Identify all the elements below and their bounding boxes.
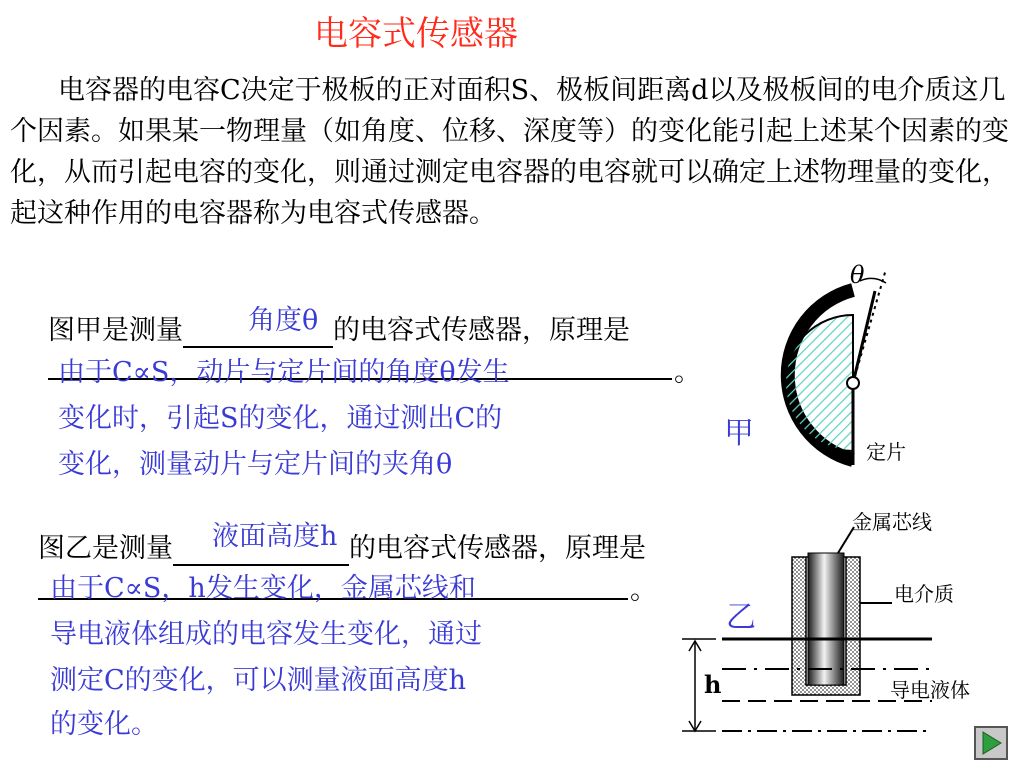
figure-label-yi: 乙: [726, 600, 756, 635]
intro-text: 电容器的电容C决定于极板的正对面积S、极板间距离d以及极板间的电介质这几个因素。如果某一物理量（如角度、位移、深度等）的变化能引起上述某个因素的变化，从而引起电容的变化，则通过测定电容器的电容就可以确定上述物理量的变化，起这种作用的电容器称为电容式传感器。: [10, 75, 1009, 229]
liquid-label: 导电液体: [890, 678, 970, 702]
question-a-prefix: 图甲是测量: [48, 315, 183, 346]
reason-a-line-2: 变化时，引起S的变化，通过测出C的: [58, 403, 503, 434]
play-forward-icon[interactable]: [974, 726, 1008, 760]
reason-b-line-1: 由于C∝S，h发生变化，金属芯线和: [50, 573, 476, 604]
period-a: 。: [674, 357, 701, 388]
question-b-prefix: 图乙是测量: [38, 533, 173, 564]
question-a: [48, 308, 630, 348]
figure-label-jia: 甲: [724, 416, 754, 451]
period-b: 。: [630, 575, 657, 606]
theta-label: θ: [850, 261, 865, 289]
metal-core-rod: [808, 553, 844, 685]
pivot-point: [847, 377, 859, 389]
reason-b-line-2: 导电液体组成的电容发生变化，通过: [50, 619, 482, 650]
question-b-suffix: 的电容式传感器，原理是: [349, 533, 646, 564]
answer-liquid-height: 液面高度h: [212, 521, 338, 552]
reason-b-line-3: 测定C的变化，可以测量液面高度h: [50, 665, 467, 696]
answer-angle: 角度θ: [248, 305, 319, 336]
angle-sensor-figure: [760, 255, 950, 475]
reason-a-line-3: 变化，测量动片与定片间的夹角θ: [58, 449, 453, 480]
metal-core-label: 金属芯线: [852, 510, 932, 534]
reason-a-line-1: 由于C∝S，动片与定片间的角度θ发生: [58, 357, 510, 388]
liquid-level-sensor-figure: [670, 505, 1015, 745]
question-a-suffix: 的电容式传感器，原理是: [333, 315, 630, 346]
reason-b-line-4: 的变化。: [50, 709, 158, 740]
question-b: [38, 526, 646, 566]
page-title: 电容式传感器: [314, 14, 518, 54]
fixed-plate-label: 定片: [866, 440, 906, 464]
dielectric-label: 电介质: [894, 582, 954, 606]
height-label: h: [704, 670, 722, 699]
intro-paragraph: [10, 70, 1010, 234]
